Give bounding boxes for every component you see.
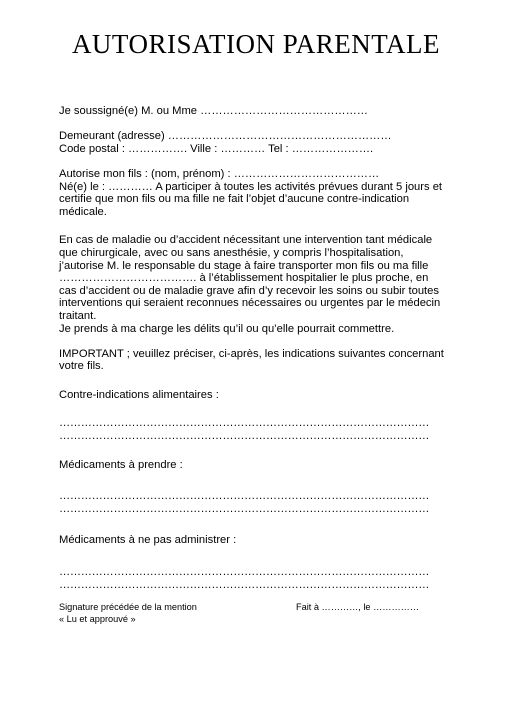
document-title: AUTORISATION PARENTALE [71, 29, 441, 59]
maladie-line-4: ………………………………. à l’établissement hospitalier le plus proche, en [59, 272, 429, 285]
document-body [59, 105, 459, 591]
maladie-line-3: j’autorise M. le responsable du stage à faire transporter mon fils ou ma fille [59, 259, 429, 272]
contre-indications-dotted-1: ………………………………………………………………………………………… [59, 417, 430, 430]
signature-line-2: « Lu et approuvé » [59, 613, 136, 624]
fait-a-line: Fait à …………, le …………… [296, 602, 420, 612]
maladie-line-2: que chirurgicale, avec ou sans anesthésie, y compris l’hospitalisation, [59, 246, 404, 259]
maladie-line-7: traitant. [59, 309, 97, 322]
code-postal-line: Code postal : ……………. Ville : ………… Tel : …………………. [59, 142, 374, 155]
ne-le-line-3: médicale. [59, 205, 107, 218]
signature-line-1: Signature précédée de la mention [59, 602, 197, 612]
medicaments-prendre-label: Médicaments à prendre : [59, 458, 183, 471]
ne-le-line-1: Né(e) le : ………… A participer à toutes les activités prévues durant 5 jours et [59, 180, 443, 193]
contre-indications-dotted-2: ………………………………………………………………………………………… [59, 430, 430, 443]
maladie-line-5: cas d’accident ou de maladie grave afin d’y recevoir les soins ou subir toutes [59, 284, 439, 297]
signature-block [59, 602, 197, 625]
medicaments-prendre-dotted-1: ………………………………………………………………………………………… [59, 490, 430, 503]
contre-indications-label: Contre-indications alimentaires : [59, 388, 219, 401]
important-line-1: IMPORTANT ; veuillez préciser, ci-après, les indications suivantes concernant [59, 347, 444, 360]
important-line-2: votre fils. [59, 360, 104, 373]
medicaments-pas-dotted-2: ………………………………………………………………………………………… [59, 578, 430, 591]
ne-le-line-2: certifie que mon fils ou ma fille ne fait l’objet d’aucune contre-indication [59, 193, 410, 206]
medicaments-pas-label: Médicaments à ne pas administrer : [59, 534, 237, 547]
medicaments-pas-dotted-1: ………………………………………………………………………………………… [59, 566, 430, 579]
maladie-line-6: interventions qui seraient reconnues nécessaires ou urgentes par le médecin [59, 297, 441, 310]
autorise-line: Autorise mon fils : (nom, prénom) : ………………………………… [59, 167, 380, 180]
demeurant-line: Demeurant (adresse) …………………………………………………… [59, 130, 392, 143]
charge-line: Je prends à ma charge les délits qu’il ou qu’elle pourrait commettre. [59, 322, 395, 335]
maladie-line-1: En cas de maladie ou d’accident nécessitant une intervention tant médicale [59, 234, 433, 247]
soussigne-line: Je soussigné(e) M. ou Mme ……………………………………… [59, 105, 368, 117]
medicaments-prendre-dotted-2: ………………………………………………………………………………………… [59, 502, 430, 515]
